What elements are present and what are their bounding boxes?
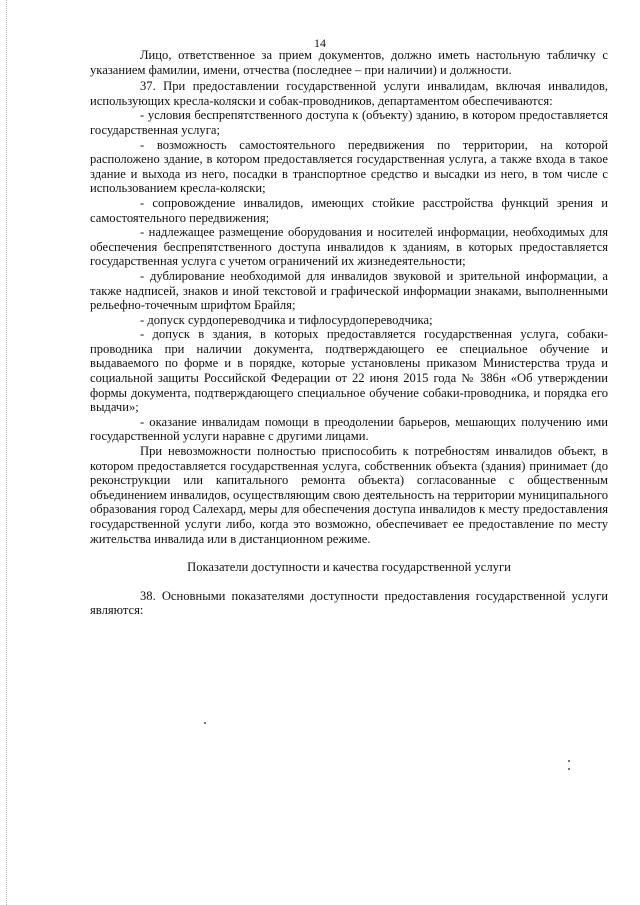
- scan-speck: [568, 760, 570, 762]
- list-item-access-conditions: - условия беспрепятственного доступа к (объекту) зданию, в котором предоставляется государственная услуга;: [90, 108, 608, 137]
- list-item-independent-movement: - возможность самостоятельного передвижения по территории, на которой расположено здание, в котором предоставляется государственная услуга, а также входа в такое здание и выхода из него, посадки в транспортное средство и высадки из него, в том числе с использованием кресла-коляски;: [90, 137, 608, 196]
- paragraph-37-intro: 37. При предоставлении государственной услуги инвалидам, включая инвалидов, использующих кресла-коляски и собак-проводников, департаментом обеспечиваются:: [90, 79, 608, 108]
- scan-speck: [568, 768, 570, 770]
- scan-edge-line: [6, 0, 7, 905]
- paragraph-reception-sign: Лицо, ответственное за прием документов, должно иметь настольную табличку с указанием фамилии, имени, отчества (последнее – при наличии) и должности.: [90, 48, 608, 77]
- section-heading: Показатели доступности и качества государственной услуги: [187, 560, 511, 575]
- page-number: 14: [314, 36, 326, 50]
- list-item-escort: - сопровождение инвалидов, имеющих стойкие расстройства функций зрения и самостоятельного передвижения;: [90, 195, 608, 225]
- list-item-barrier-assistance: - оказание инвалидам помощи в преодолении барьеров, мешающих получению ими государственной услуги наравне с другими лицами.: [90, 414, 608, 444]
- list-item-sign-interpreter: - допуск сурдопереводчика и тифлосурдопереводчика;: [140, 312, 433, 327]
- scan-speck: [204, 722, 206, 724]
- list-item-braille-duplication: - дублирование необходимой для инвалидов звуковой и зрительной информации, а также надписей, знаков и иной текстовой и графической информации знаками, выполненными рельефно-точечным шрифтом Брайля;: [90, 268, 608, 313]
- list-item-equipment-placement: - надлежащее размещение оборудования и носителей информации, необходимых для обеспечения беспрепятственного доступа инвалидов к зданиям, в которых предоставляется государственная услуга с учетом ограничений их жизнедеятельности;: [90, 225, 608, 269]
- list-item-guide-dog: - допуск в здания, в которых предоставляется государственная услуга, собаки-проводника при наличии документа, подтверждающего ее специальное обучение и выдаваемого по форме и в порядке, которые установлены приказом Министерства труда и социальной защиты Российской Федерации от 22 июня 2015 года № 386н «Об утверждении формы документа, подтверждающего специальное обучение собаки-проводника, и порядка его выдачи»;: [90, 327, 608, 415]
- paragraph-adaptation-impossible: При невозможности полностью приспособить к потребностям инвалидов объект, в котором предоставляется государственная услуга, собственник объекта (здания) принимает (до реконструкции или капитального ремонта объекта) согласованные с общественным объединением инвалидов, осуществляющим свою деятельность на территории муниципального образования город Салехард, меры для обеспечения доступа инвалидов к месту предоставления государственной услуги либо, когда это возможно, обеспечивает ее предоставление по месту жительства инвалида или в дистанционном режиме.: [90, 444, 608, 546]
- paragraph-38: 38. Основными показателями доступности предоставления государственной услуги являются:: [90, 588, 608, 618]
- document-body: [90, 48, 608, 618]
